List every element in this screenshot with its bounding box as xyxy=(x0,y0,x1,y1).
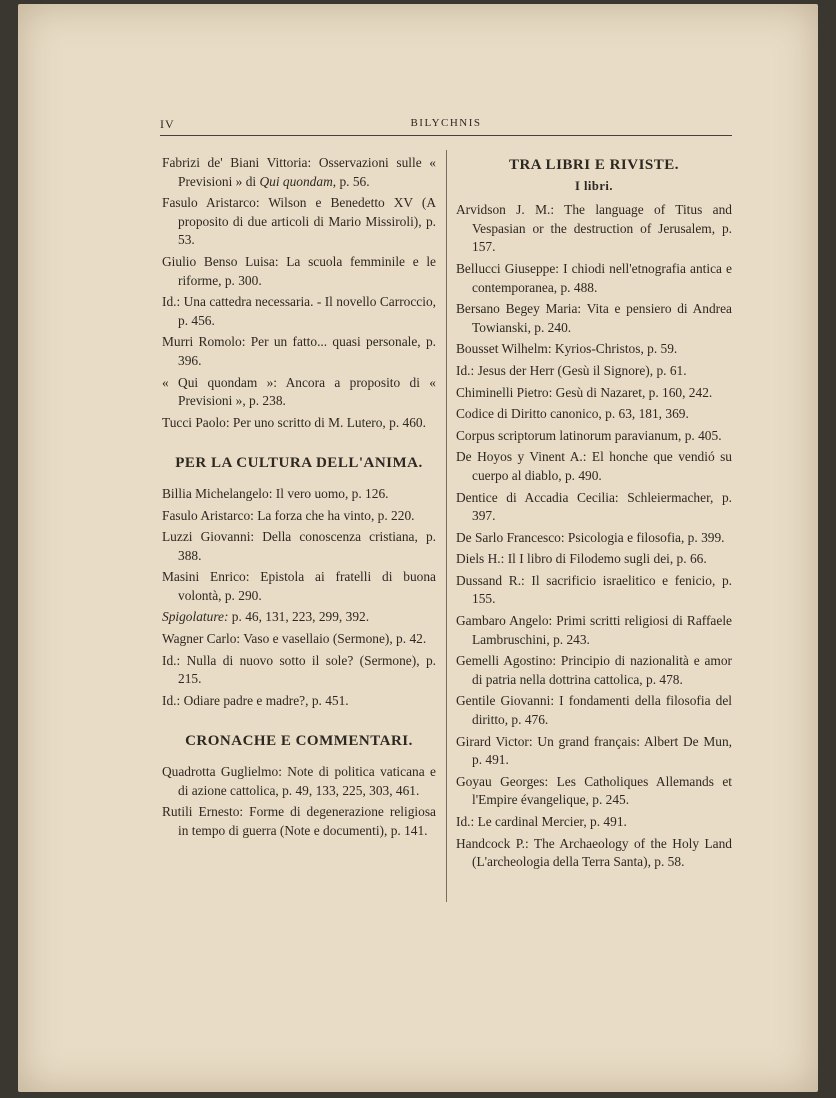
index-entry: Luzzi Giovanni: Della conoscenza cristiana, p. 388. xyxy=(162,529,436,563)
section-title-libri-riviste: TRA LIBRI E RIVISTE. xyxy=(508,157,680,173)
index-entry: Billia Michelangelo: Il vero uomo, p. 126. xyxy=(162,485,389,501)
index-entry: Dentice di Accadia Cecilia: Schleiermacher, p. 397. xyxy=(456,489,732,524)
index-entry: Dussand R.: Il sacrificio israelitico e fenicio, p. 155. xyxy=(456,572,732,607)
right-column xyxy=(456,154,732,875)
index-entry: Girard Victor: Un grand français: Albert De Mun, p. 491. xyxy=(456,733,732,768)
index-entry: Id.: Una cattedra necessaria. - Il novello Carroccio, p. 456. xyxy=(162,294,436,328)
index-entry: Masini Enrico: Epistola ai fratelli di buona volontà, p. 290. xyxy=(162,569,436,603)
index-entry: Quadrotta Guglielmo: Note di politica vaticana e di azione cattolica, p. 49, 133, 225, 303, 461. xyxy=(162,764,436,798)
index-entry: De Sarlo Francesco: Psicologia e filosofia, p. 399. xyxy=(456,529,725,545)
left-column xyxy=(162,154,436,843)
index-entry: Arvidson J. M.: The language of Titus and Vespasian or the destruction of Jerusalem, p. 157. xyxy=(456,202,732,255)
index-entry: Murri Romolo: Per un fatto... quasi personale, p. 396. xyxy=(162,334,436,368)
index-entry: Bousset Wilhelm: Kyrios-Christos, p. 59. xyxy=(456,341,678,357)
index-entry: Id.: Odiare padre e madre?, p. 451. xyxy=(162,692,349,708)
journal-title: BILYCHNIS xyxy=(410,117,482,129)
column-divider xyxy=(446,150,447,902)
running-header xyxy=(160,117,732,136)
index-entry: Diels H.: Il I libro di Filodemo sugli dei, p. 66. xyxy=(456,551,707,567)
libri-entries xyxy=(456,201,732,872)
index-entry: Giulio Benso Luisa: La scuola femminile e le riforme, p. 300. xyxy=(162,253,436,288)
subsection-title-libri: I libri. xyxy=(574,178,614,193)
index-entry: Spigolature: p. 46, 131, 223, 299, 392. xyxy=(162,609,370,625)
left-entries-top xyxy=(162,154,436,432)
index-entry: Corpus scriptorum latinorum paravianum, p. 405. xyxy=(456,427,722,443)
index-entry: Wagner Carlo: Vaso e vasellaio (Sermone), p. 42. xyxy=(162,631,427,647)
index-entry: Tucci Paolo: Per uno scritto di M. Lutero, p. 460. xyxy=(162,414,426,430)
index-entry: Gambaro Angelo: Primi scritti religiosi di Raffaele Lambruschini, p. 243. xyxy=(456,613,732,647)
cultura-entries xyxy=(162,485,436,711)
index-entry: Id.: Jesus der Herr (Gesù il Signore), p. 61. xyxy=(456,362,687,378)
page-number: IV xyxy=(160,117,175,131)
cronache-entries xyxy=(162,763,436,840)
index-entry: Chiminelli Pietro: Gesù di Nazaret, p. 160, 242. xyxy=(456,384,713,400)
index-entry: Rutili Ernesto: Forme di degenerazione religiosa in tempo di guerra (Note e documenti), p. 141. xyxy=(162,804,436,838)
index-entry: De Hoyos y Vinent A.: El honche que vendió su cuerpo al diablo, p. 490. xyxy=(456,449,732,483)
index-entry: Bersano Begey Maria: Vita e pensiero di Andrea Towianski, p. 240. xyxy=(456,301,732,335)
index-entry: Fasulo Aristarco: La forza che ha vinto, p. 220. xyxy=(162,507,415,523)
index-entry: Goyau Georges: Les Catholiques Allemands et l'Empire évangelique, p. 245. xyxy=(456,773,732,808)
index-entry: Gentile Giovanni: I fondamenti della filosofia del diritto, p. 476. xyxy=(456,693,732,728)
index-entry: Codice di Diritto canonico, p. 63, 181, 369. xyxy=(456,406,689,422)
index-entry: Bellucci Giuseppe: I chiodi nell'etnografia antica e contemporanea, p. 488. xyxy=(456,260,732,295)
section-title-cultura: PER LA CULTURA DELL'ANIMA. xyxy=(175,455,423,472)
index-entry: Handcock P.: The Archaeology of the Holy Land (L'archeologia della Terra Santa), p. 58. xyxy=(456,835,732,870)
index-entry: Gemelli Agostino: Principio di nazionalità e amor di patria nella dottrina cattolica, p. 478. xyxy=(456,653,732,687)
section-title-cronache: CRONACHE E COMMENTARI. xyxy=(185,733,413,750)
index-entry: Id.: Nulla di nuovo sotto il sole? (Sermone), p. 215. xyxy=(162,652,436,687)
index-entry: Fasulo Aristarco: Wilson e Benedetto XV (A proposito di due articoli di Mario Missiroli), p. 53. xyxy=(162,195,436,248)
index-entry: Fabrizi de' Biani Vittoria: Osservazioni sulle « Previsioni » di Qui quondam, p. 56. xyxy=(162,155,436,189)
index-entry: « Qui quondam »: Ancora a proposito di « Previsioni », p. 238. xyxy=(162,374,436,409)
index-entry: Id.: Le cardinal Mercier, p. 491. xyxy=(456,814,627,829)
